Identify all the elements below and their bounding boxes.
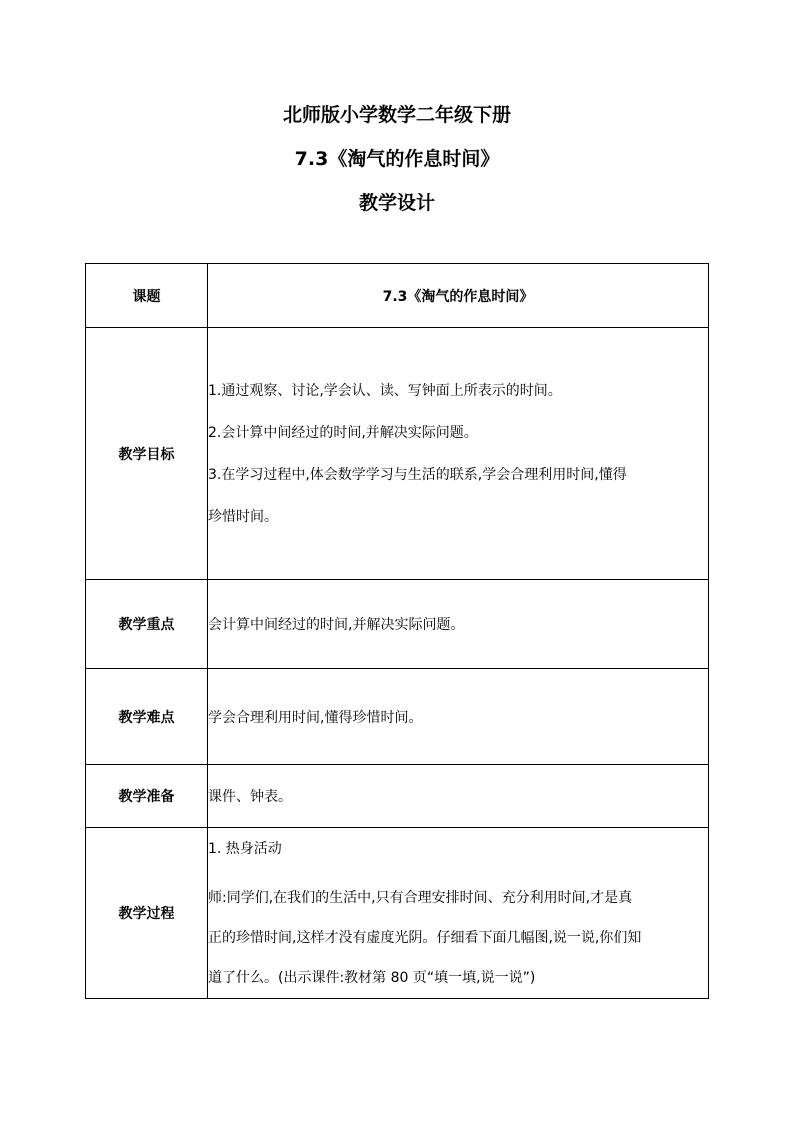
label-topic: 课题 bbox=[86, 264, 208, 328]
process-line-1: 1. 热身活动 bbox=[208, 841, 282, 857]
value-goals bbox=[208, 328, 709, 580]
value-key-points: 会计算中间经过的时间,并解决实际问题。 bbox=[208, 580, 709, 669]
table-row-difficulties bbox=[86, 669, 709, 765]
title-line-type: 教学设计 bbox=[358, 192, 435, 214]
process-line-3: 正的珍惜时间,这样才没有虚度光阴。仔细看下面几幅图,说一说,你们知 bbox=[208, 930, 642, 946]
document-title bbox=[0, 104, 794, 236]
goal-item-1: 1.通过观察、讨论,学会认、读、写钟面上所表示的时间。 bbox=[208, 382, 562, 399]
table-row-topic bbox=[86, 264, 709, 328]
title-line-lesson: 7.3《淘气的作息时间》 bbox=[294, 148, 500, 170]
label-preparation: 教学准备 bbox=[86, 765, 208, 828]
goal-item-3-cont: 珍惜时间。 bbox=[208, 508, 278, 525]
label-goals: 教学目标 bbox=[86, 328, 208, 580]
value-preparation: 课件、钟表。 bbox=[208, 765, 709, 828]
lesson-plan-table bbox=[85, 263, 709, 999]
title-line-series: 北师版小学数学二年级下册 bbox=[282, 104, 511, 126]
label-key-points: 教学重点 bbox=[86, 580, 208, 669]
table-row-goals bbox=[86, 328, 709, 580]
table-row-process bbox=[86, 828, 709, 999]
goal-item-2: 2.会计算中间经过的时间,并解决实际问题。 bbox=[208, 424, 478, 441]
value-topic: 7.3《淘气的作息时间》 bbox=[208, 264, 709, 328]
value-difficulties: 学会合理利用时间,懂得珍惜时间。 bbox=[208, 669, 709, 765]
label-difficulties: 教学难点 bbox=[86, 669, 208, 765]
table-row-preparation bbox=[86, 765, 709, 828]
table-row-key-points bbox=[86, 580, 709, 669]
process-line-2: 师:同学们,在我们的生活中,只有合理安排时间、充分利用时间,才是真 bbox=[208, 890, 633, 906]
label-process: 教学过程 bbox=[86, 828, 208, 999]
goal-item-3: 3.在学习过程中,体会数学学习与生活的联系,学会合理利用时间,懂得 bbox=[208, 466, 627, 483]
value-process bbox=[208, 828, 709, 999]
process-line-4: 道了什么。(出示课件:教材第 80 页“填一填,说一说”) bbox=[208, 970, 536, 986]
process-text bbox=[208, 828, 708, 998]
